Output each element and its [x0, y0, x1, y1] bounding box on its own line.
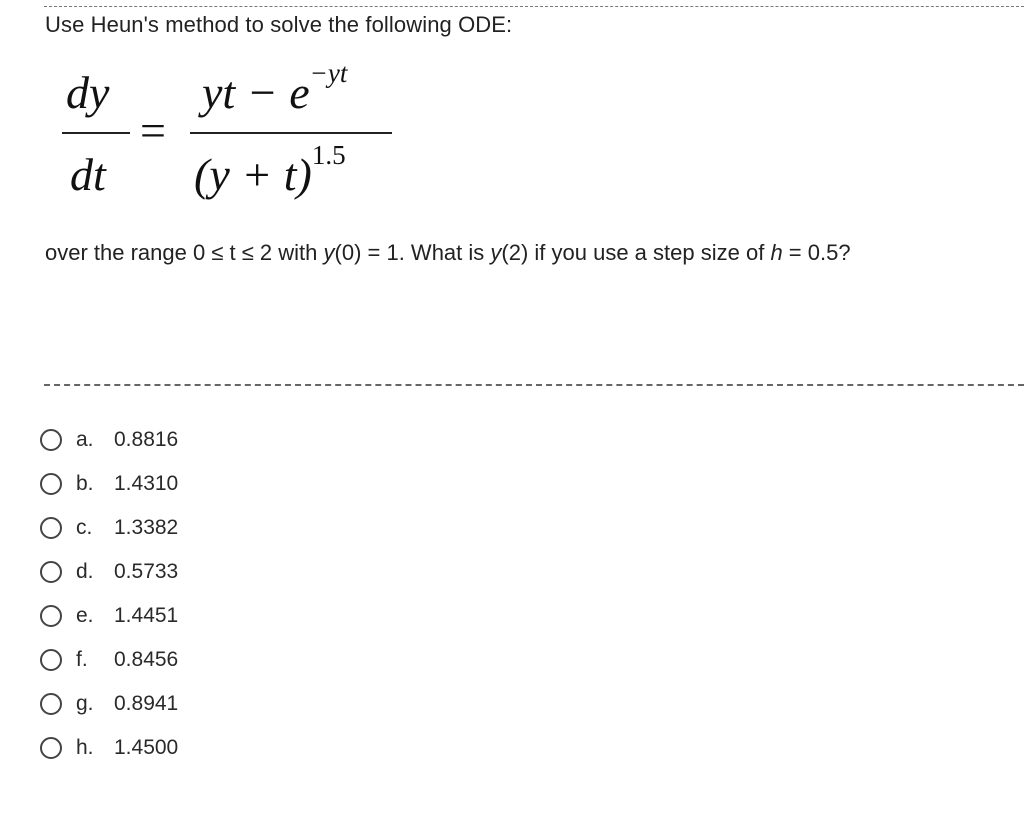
top-divider — [44, 6, 1024, 7]
option-e[interactable] — [40, 594, 178, 638]
rhs-denominator-exponent: 1.5 — [311, 140, 346, 170]
question-variable: y — [490, 240, 502, 265]
option-a[interactable] — [40, 418, 178, 462]
option-value: 1.4310 — [114, 472, 179, 495]
rhs-denominator — [194, 140, 346, 201]
option-g[interactable] — [40, 682, 178, 726]
option-letter: e. — [76, 604, 94, 627]
radio-button[interactable] — [40, 605, 62, 627]
option-value: 0.8456 — [114, 648, 179, 671]
rhs-numerator-exponent: −yt — [309, 58, 348, 88]
equals-sign: = — [140, 105, 166, 156]
lhs-numerator: dy — [66, 67, 110, 118]
option-c[interactable] — [40, 506, 178, 550]
radio-button[interactable] — [40, 429, 62, 451]
question-variable: y — [323, 240, 335, 265]
option-letter: d. — [76, 560, 94, 583]
lhs-denominator: dt — [70, 149, 106, 200]
option-value: 1.4500 — [114, 736, 179, 759]
option-value: 0.8941 — [114, 692, 179, 715]
option-value: 1.4451 — [114, 604, 179, 627]
option-h[interactable] — [40, 726, 178, 770]
question-part: = 0.5? — [782, 240, 851, 265]
option-letter: h. — [76, 736, 94, 759]
option-letter: c. — [76, 516, 93, 539]
question-variable: h — [770, 240, 783, 265]
radio-button[interactable] — [40, 473, 62, 495]
radio-button[interactable] — [40, 561, 62, 583]
rhs-numerator-base: yt − e — [202, 67, 310, 118]
option-value: 0.8816 — [114, 428, 179, 451]
option-letter: f. — [76, 648, 88, 671]
answer-divider — [44, 384, 1024, 386]
option-f[interactable] — [40, 638, 178, 682]
option-value: 0.5733 — [114, 560, 179, 583]
radio-button[interactable] — [40, 517, 62, 539]
question-text — [45, 240, 851, 266]
option-d[interactable] — [40, 550, 178, 594]
rhs-numerator — [202, 58, 348, 119]
radio-button[interactable] — [40, 693, 62, 715]
radio-button[interactable] — [40, 737, 62, 759]
option-letter: a. — [76, 428, 94, 451]
option-value: 1.3382 — [114, 516, 179, 539]
option-letter: g. — [76, 692, 94, 715]
lhs-fraction-bar — [62, 132, 130, 134]
answer-options — [40, 418, 178, 770]
question-part: (2) if you use a step size of — [501, 240, 771, 265]
rhs-denominator-base: (y + t) — [194, 149, 312, 200]
question-prompt: Use Heun's method to solve the following ODE: — [45, 12, 513, 37]
radio-button[interactable] — [40, 649, 62, 671]
question-part: over the range 0 ≤ t ≤ 2 with — [45, 240, 324, 265]
ode-equation — [62, 58, 402, 216]
question-part: (0) = 1. What is — [334, 240, 491, 265]
rhs-fraction-bar — [190, 132, 392, 134]
option-b[interactable] — [40, 462, 178, 506]
option-letter: b. — [76, 472, 94, 495]
